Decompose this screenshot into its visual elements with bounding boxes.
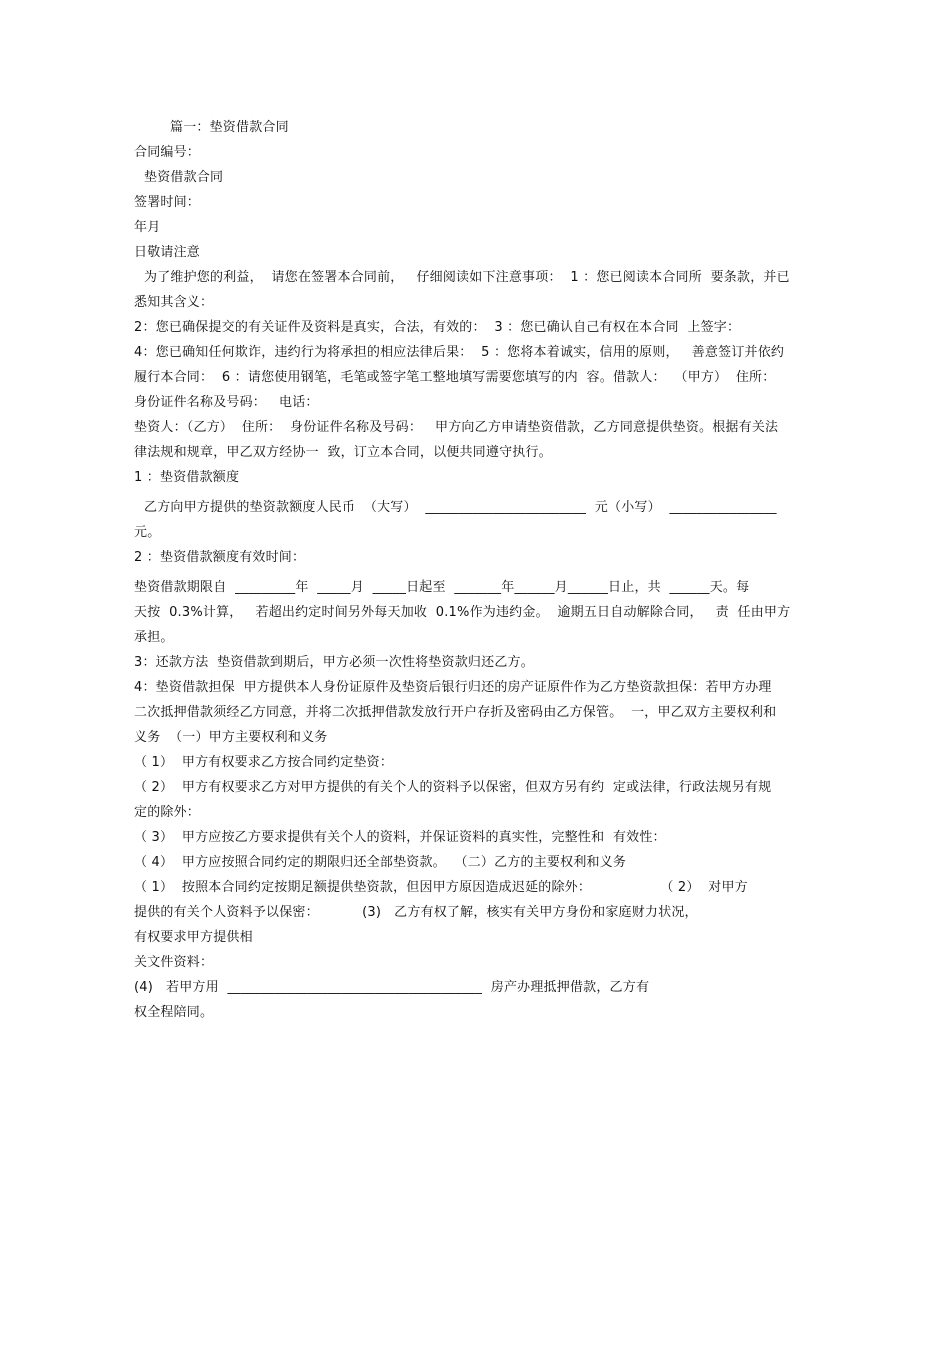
- body-line: 关文件资料：: [134, 955, 214, 970]
- list-item: （ 3） 甲方应按乙方要求提供有关个人的资料，并保证资料的真实性，完整性和 有效性：: [134, 830, 666, 845]
- section-heading: 2 ：垫资借款额度有效时间：: [134, 550, 306, 565]
- body-line: 二次抵押借款须经乙方同意，并将二次抵押借款发放行开户存折及密码由乙方保管。 一，甲乙双方主要权利和: [134, 705, 777, 720]
- list-item: （ 1） 按照本合同约定按期足额提供垫资款，但因甲方原因造成迟延的除外： （ 2） 对甲方: [134, 880, 748, 895]
- body-line: 4：您已确知任何欺诈，违约行为将承担的相应法律后果： 5 ：您将本着诚实，信用的原则， 善意签订并依约: [134, 345, 785, 360]
- body-line: 天按 0.3%计算， 若超出约定时间另外每天加收 0.1%作为违约金。 逾期五日自动解除合同， 责 任由甲方: [134, 605, 791, 620]
- body-line: 承担。: [134, 630, 174, 645]
- list-item: （ 1） 甲方有权要求乙方按合同约定垫资：: [134, 755, 394, 770]
- day-notice-line: 日敬请注意: [134, 245, 201, 260]
- list-item: (4) 若甲方用 ______________________________________ 房产办理抵押借款，乙方有: [134, 980, 650, 995]
- body-line: 为了维护您的利益， 请您在签署本合同前， 仔细阅读如下注意事项： 1 ：您已阅读本合同所 要条款，并已: [144, 270, 790, 285]
- section-heading: 4：垫资借款担保 甲方提供本人身份证原件及垫资后银行归还的房产证原件作为乙方垫资款担保：若甲方办理: [134, 680, 772, 695]
- signing-time-label: 签署时间：: [134, 195, 201, 210]
- body-line: 悉知其含义：: [134, 295, 214, 310]
- body-line: 垫资借款期限自 _________年 _____月 _____日起至 _______年______月______日止，共 ______天。每: [134, 580, 750, 595]
- list-item: （ 4） 甲方应按照合同约定的期限归还全部垫资款。 （二）乙方的主要权利和义务: [134, 855, 627, 870]
- body-line: 2：您已确保提交的有关证件及资料是真实，合法，有效的： 3 ：您已确认自己有权在本合同 上签字：: [134, 320, 741, 335]
- body-line: 履行本合同： 6 ：请您使用钢笔，毛笔或签字笔工整地填写需要您填写的内 容。借款人： （甲方） 住所：: [134, 370, 776, 385]
- body-line: 定的除外：: [134, 805, 201, 820]
- body-line: 垫资人：（乙方） 住所： 身份证件名称及号码： 甲方向乙方申请垫资借款，乙方同意提供垫资。根据有关法: [134, 420, 779, 435]
- section-heading: 1 ：垫资借款额度: [134, 470, 240, 485]
- body-line: 身份证件名称及号码： 电话：: [134, 395, 319, 410]
- contract-number-label: 合同编号：: [134, 145, 201, 160]
- list-item: （ 2） 甲方有权要求乙方对甲方提供的有关个人的资料予以保密，但双方另有约 定或法律，行政法规另有规: [134, 780, 772, 795]
- body-line: 权全程陪同。: [134, 1005, 214, 1020]
- body-line: 乙方向甲方提供的垫资款额度人民币 （大写） ________________________ 元（小写） ________________: [144, 500, 777, 515]
- year-month-line: 年月: [134, 220, 161, 235]
- document-heading: 篇一：垫资借款合同: [170, 120, 289, 135]
- body-line: 有权要求甲方提供相: [134, 930, 253, 945]
- section-heading: 3：还款方法 垫资借款到期后，甲方必须一次性将垫资款归还乙方。: [134, 655, 534, 670]
- body-line: 律法规和规章，甲乙双方经协一 致，订立本合同，以便共同遵守执行。: [134, 445, 552, 460]
- body-line: 义务 （一）甲方主要权利和义务: [134, 730, 328, 745]
- contract-title: 垫资借款合同: [144, 170, 224, 185]
- body-line: 提供的有关个人资料予以保密： (3) 乙方有权了解，核实有关甲方身份和家庭财力状况，: [134, 905, 698, 920]
- body-line: 元。: [134, 525, 161, 540]
